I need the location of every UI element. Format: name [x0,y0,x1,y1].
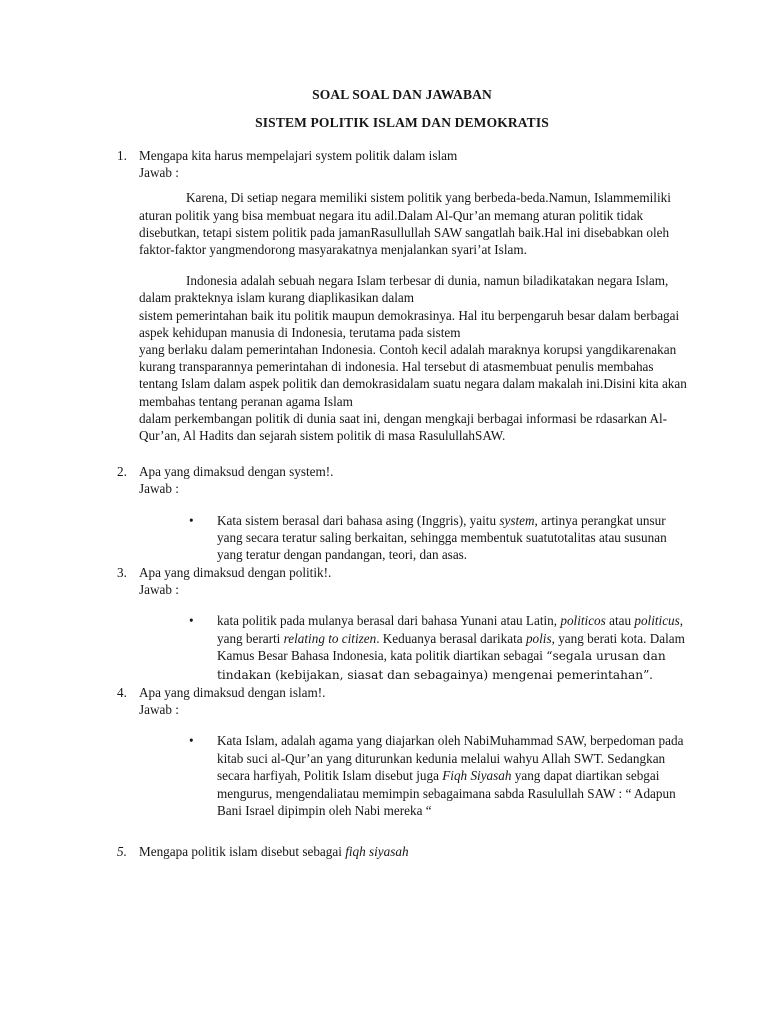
answer-paragraph-1-4: yang berlaku dalam pemerintahan Indonesia. Contoh kecil adalah maraknya korupsi yangdikarenakan kurang transparannya pemerintahan di indonesia. Hal tersebut di atasmembuat penulis membahas tentang Islam dalam aspek politik dan demokrasidalam suatu negara dalam makalah ini.Disini kita akan membahas tentang peranan agama Islam [139,342,687,409]
question-text-4: Apa yang dimaksud dengan islam!. [139,684,326,700]
bullet-icon: • [189,512,194,528]
question-item-5 [117,843,687,860]
answer-label-1: Jawab : [139,165,179,181]
spacer [139,258,687,272]
bullet-quoted-definition: “segala urusan dan tindakan (kebijakan, siasat dan sebagainya) mengenai pemerintahan” [217,649,666,682]
bullet-text-part: kata politik pada mulanya berasal dari bahasa Yunani atau Latin, [217,613,561,629]
answer-bullet-3 [139,612,687,684]
document-content [117,86,687,861]
spacer [117,444,687,463]
spacer [117,819,687,843]
bullet-text-part: atau [605,613,635,629]
bullet-text-part: , yang berarti [217,613,684,646]
document-title-line-1: SOAL SOAL DAN JAWABAN [312,87,492,102]
bullet-italic-term: politicus [634,613,680,629]
answer-paragraph-1-3: sistem pemerintahan baik itu politik maupun demokrasinya. Hal itu berpengaruh besar dalam berbagai aspek kehidupan manusia di Indonesia, terutama pada sistem [139,307,680,340]
bullet-text-part: yang dapat diartikan sebgai mengurus, mengendaliatau memimpin sebagaimana sabda Rasulullah SAW : “ Adapun Bani Israel dipimpin oleh Nabi mereka “ [217,768,676,818]
document-title-line-2: SISTEM POLITIK ISLAM DAN DEMOKRATIS [255,115,549,130]
bullet-italic-term: Fiqh Siyasah [442,768,512,784]
question-text-3: Apa yang dimaksud dengan politik!. [139,564,332,580]
bullet-italic-term: politicos [560,613,606,629]
answer-bullet-text-4 [217,732,687,819]
spacer [139,181,687,189]
question-number-5: 5. [117,844,127,860]
spacer [139,718,687,732]
question-item-1 [117,147,687,444]
bullet-text-part: , yang berati kota. Dalam Kamus Besar Bahasa Indonesia, kata politik diartikan sebagai [217,630,685,664]
question-text-5 [139,843,687,860]
answer-paragraph-1-5: dalam perkembangan politik di dunia saat ini, dengan mengkaji berbagai informasi be rdasarkan Al-Qur’an, Al Hadits dan sejarah sistem politik di masa RasulullahSAW. [139,410,668,444]
question-number-1: 1. [117,148,127,163]
answer-bullet-4 [139,732,687,819]
bullet-icon: • [189,613,194,629]
spacer [139,498,687,512]
question-number-3: 3. [117,564,127,580]
question-number-4: 4. [117,684,127,700]
question-item-3 [117,564,687,684]
bullet-text-part: . Keduanya berasal darikata [376,630,526,646]
bullet-text-part: . [649,666,653,682]
bullet-icon: • [189,733,194,749]
answer-bullet-text-3 [217,612,687,684]
answer-label-2: Jawab : [139,481,179,497]
answer-label-3: Jawab : [139,582,179,598]
question-number-2: 2. [117,464,127,480]
answer-paragraph-1-1: Karena, Di setiap negara memiliki sistem politik yang berbeda-beda.Namun, Islammemiliki aturan politik yang bisa membuat negara itu adil.Dalam Al-Qur’an memang aturan politik tidak disebutkan, tetapi sistem politik pada jamanRasullullah SAW sangatlah baik.Hal ini disebabkan oleh faktor-faktor yangmendorong masyarakatnya menjalankan syari’at Islam. [139,190,671,258]
bullet-text-part: Kata sistem berasal dari bahasa asing (Inggris), yaitu [217,512,500,528]
question-text-part: Mengapa politik islam disebut sebagai [139,844,346,860]
question-text-1: Mengapa kita harus mempelajari system politik dalam islam [139,148,458,163]
question-text-2: Apa yang dimaksud dengan system!. [139,464,334,480]
bullet-italic-term: system [499,512,535,528]
answer-label-4: Jawab : [139,702,179,718]
spacer [139,598,687,612]
question-item-2 [117,463,687,564]
answer-bullet-text-2 [217,512,687,564]
bullet-text-part: Kata Islam, adalah agama yang diajarkan oleh NabiMuhammad SAW, berpedoman pada kitab suci al-Qur’an yang diturunkan kedunia melalui wahyu Allah SWT. Sedangkan secara harfiyah, Politik Islam disebut juga [217,733,684,784]
bullet-italic-term: polis [525,630,552,646]
question-item-4 [117,684,687,819]
answer-bullet-2 [139,512,687,564]
bullet-text-part: , artinya perangkat unsur yang secara teratur saling berkaitan, sehingga membentuk suatutotalitas atau susunan yang teratur dengan pandangan, teori, dan asas. [217,512,667,563]
question-italic-term: fiqh siyasah [345,844,409,860]
answer-paragraph-1-2: Indonesia adalah sebuah negara Islam terbesar di dunia, namun biladikatakan negara Islam, dalam prakteknya islam kurang diaplikasikan dalam [139,273,669,306]
bullet-italic-term: relating to citizen [283,630,377,646]
